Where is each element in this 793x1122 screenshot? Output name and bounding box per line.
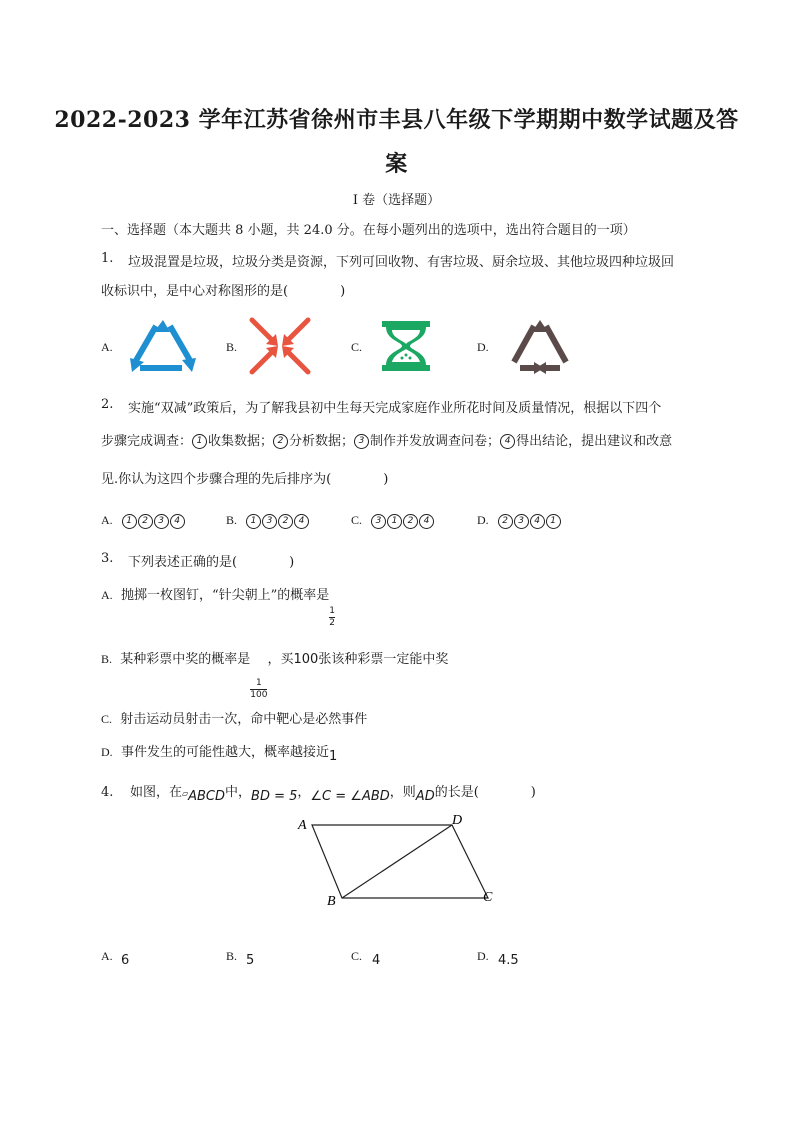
q3-option-a-label: A. <box>101 588 113 602</box>
q3-option-a <box>101 584 335 629</box>
q2-step1: 收集数据； <box>208 434 274 449</box>
q2-number: 2. <box>101 397 114 412</box>
q3-number: 3. <box>101 551 114 566</box>
q2-option-a-label: A. <box>101 513 113 527</box>
q4-stem <box>101 781 536 804</box>
q2-option-d <box>477 513 562 529</box>
fraction-one-hundredth <box>250 678 267 701</box>
q2-option-b-label: B. <box>226 513 238 527</box>
q4-option-a-label: A. <box>101 949 113 963</box>
vertex-label-b: B <box>327 894 336 909</box>
q3-stem: 下列表述正确的是( ) <box>128 555 295 570</box>
q4-option-c-label: C. <box>351 949 363 963</box>
q2-option-d-label: D. <box>477 513 489 527</box>
fraction-denominator: 2 <box>329 618 335 628</box>
diagonal-bd <box>342 825 452 898</box>
q3-option-b-text3: 张该种彩票一定能中奖 <box>318 652 449 667</box>
seq-item: 2 <box>138 514 153 529</box>
seq-item: 4 <box>419 514 434 529</box>
q3-option-b <box>101 648 448 701</box>
q3-option-c-text: 射击运动员射击一次，命中靶心是必然事件 <box>120 712 368 727</box>
seq-item: 1 <box>387 514 402 529</box>
seq-item: 4 <box>530 514 545 529</box>
q3-option-b-count: 100 <box>293 652 319 667</box>
vertex-label-c: C <box>483 890 493 905</box>
seq-item: 1 <box>246 514 261 529</box>
hazard-arrows-icon <box>248 316 312 380</box>
q2-line1: 实施“双减”政策后，为了解我县初中生每天完成家庭作业所花时间及质量情况，根据以下四个 <box>128 401 662 416</box>
section-title: I 卷（选择题） <box>352 193 441 208</box>
seq-item: 1 <box>546 514 561 529</box>
q4-part2: 中， <box>225 785 252 800</box>
seq-item: 2 <box>498 514 513 529</box>
q3-option-b-label: B. <box>101 652 113 666</box>
fraction-one-half <box>329 606 335 629</box>
hourglass-icon <box>378 318 434 378</box>
q3-option-c-label: C. <box>101 712 113 726</box>
seq-item: 4 <box>294 514 309 529</box>
recycle-icon <box>126 318 200 378</box>
circled-2: 2 <box>273 434 288 449</box>
q2-option-a <box>101 513 186 529</box>
q3-option-d-label: D. <box>101 745 113 759</box>
section-instruction: 一、选择题（本大题共 8 小题，共 24.0 分。在每小题列出的选项中，选出符合题目的一项） <box>101 223 636 238</box>
parallelogram-icon: ▱ <box>181 789 189 798</box>
q2-step4: 得出结论，提出建议和改意 <box>516 434 673 449</box>
parallelogram-diagram <box>290 808 510 916</box>
q2-line2-prefix: 步骤完成调查： <box>101 434 193 449</box>
q1-option-b-label: B. <box>226 340 238 354</box>
q2-option-c-label: C. <box>351 513 363 527</box>
other-waste-icon <box>508 318 572 378</box>
fraction-numerator: 1 <box>329 606 335 616</box>
q3-option-d <box>101 741 338 764</box>
q4-option-d-label: D. <box>477 949 489 963</box>
q4-option-c-value: 4 <box>372 953 381 968</box>
q2-option-b <box>226 513 310 529</box>
fraction-numerator: 1 <box>256 678 262 688</box>
q4-part5: 的长是( ) <box>434 785 536 800</box>
q4-part1: 如图，在 <box>129 785 182 800</box>
q2-step3: 制作并发放调查问卷； <box>370 434 501 449</box>
q2-line3: 见.你认为这四个步骤合理的先后排序为( ) <box>101 472 389 487</box>
q3-option-c <box>101 708 367 727</box>
q3-option-d-value: 1 <box>328 749 338 764</box>
q3-option-a-text: 抛掷一枚图钉，“针尖朝上”的概率是 <box>120 588 330 603</box>
q1-option-a-label: A. <box>101 340 113 354</box>
q4-option-b-label: B. <box>226 949 238 963</box>
q4-option-a-value: 6 <box>121 953 130 968</box>
document-title-line1: 2022-2023 学年江苏省徐州市丰县八年级下学期期中数学试题及答 <box>54 107 739 133</box>
q2-step2: 分析数据； <box>289 434 355 449</box>
fraction-denominator: 100 <box>250 690 268 700</box>
q3-option-b-text1: 某种彩票中奖的概率是 <box>120 652 251 667</box>
q1-option-c-label: C. <box>351 340 363 354</box>
seq-item: 2 <box>403 514 418 529</box>
q4-abcd: ABCD <box>188 789 226 804</box>
q1-line2: 收标识中，是中心对称图形的是( ) <box>101 284 346 299</box>
q4-bd-equation: BD = 5 <box>251 789 298 804</box>
q3-option-b-text2: ，买 <box>267 652 294 667</box>
seq-item: 1 <box>122 514 137 529</box>
q1-option-d-label: D. <box>477 340 489 354</box>
seq-item: 3 <box>371 514 386 529</box>
seq-item: 3 <box>262 514 277 529</box>
q3-option-d-text: 事件发生的可能性越大，概率越接近 <box>120 745 329 760</box>
seq-item: 2 <box>278 514 293 529</box>
seq-item: 4 <box>170 514 185 529</box>
document-title-line2: 案 <box>385 151 408 177</box>
q1-line1: 垃圾混置是垃圾，垃圾分类是资源，下列可回收物、有害垃圾、厨余垃圾、其他垃圾四种垃圾回 <box>128 255 675 270</box>
q2-line2 <box>101 430 672 449</box>
q4-option-d-value: 4.5 <box>498 953 519 968</box>
q1-number: 1. <box>101 251 114 266</box>
seq-item: 3 <box>154 514 169 529</box>
q4-number: 4. <box>101 785 114 800</box>
q4-part4: ，则 <box>389 785 416 800</box>
q4-option-b-value: 5 <box>246 953 255 968</box>
circled-4: 4 <box>500 434 515 449</box>
seq-item: 3 <box>514 514 529 529</box>
q4-angle-equation: ∠C = ∠ABD <box>310 789 390 804</box>
parallelogram-outline <box>312 825 488 898</box>
q4-ad: AD <box>415 789 435 804</box>
q2-option-c <box>351 513 435 529</box>
circled-3: 3 <box>354 434 369 449</box>
circled-1: 1 <box>192 434 207 449</box>
q4-part3: ， <box>297 785 311 800</box>
vertex-label-a: A <box>298 818 307 833</box>
vertex-label-d: D <box>452 813 463 828</box>
